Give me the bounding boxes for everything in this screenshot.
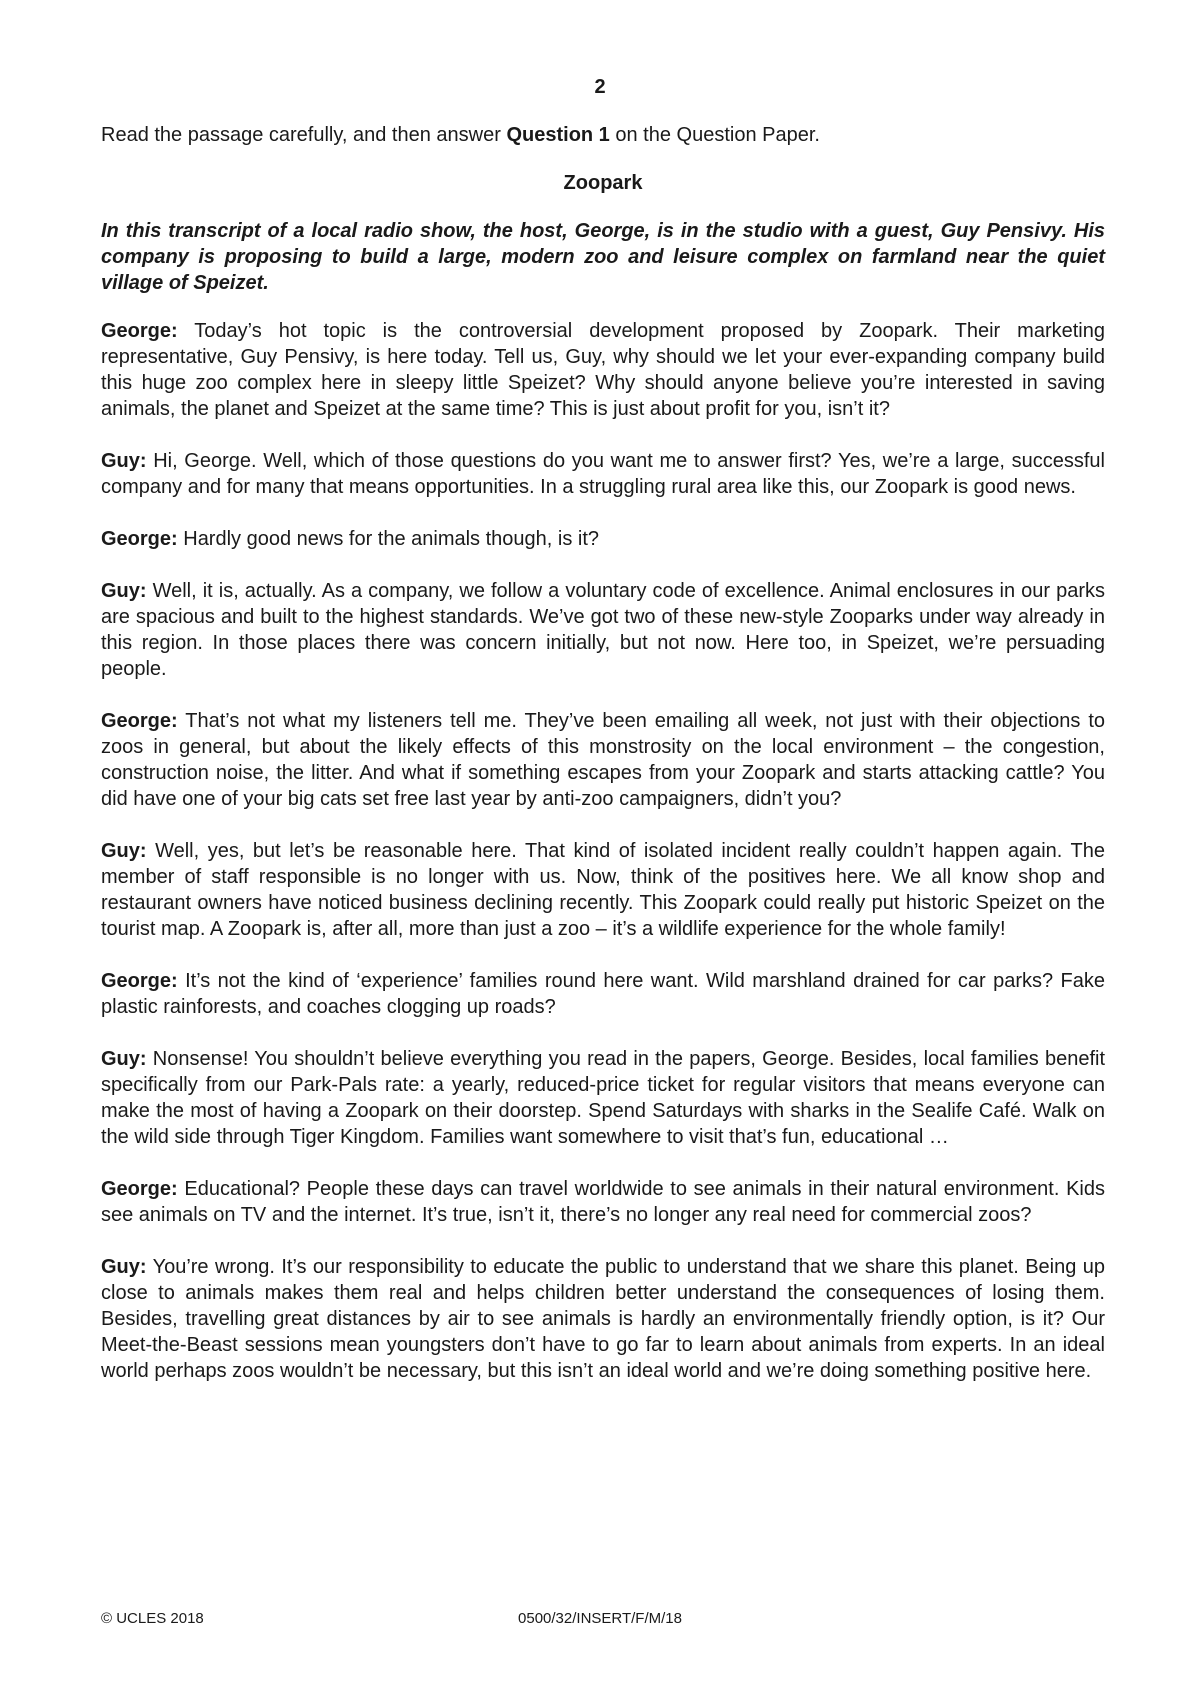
instruction-text: [101, 122, 1105, 148]
speaker-name: George:: [101, 710, 178, 732]
dialogue-turn: [101, 1254, 1105, 1384]
footer-copyright: © UCLES 2018: [101, 1610, 204, 1627]
speech-text: Hardly good news for the animals though, is it?: [177, 528, 600, 550]
speech-text: Well, it is, actually. As a company, we follow a voluntary code of excellence. Animal enclosures in our parks are spacious and built to the highest standards. We’ve got two of these new-style Zooparks under way already in this region. In those places there was concern initially, but not now. Here too, in Speizet, we’re persuading people.: [101, 580, 1105, 680]
speaker-name: Guy:: [101, 1048, 147, 1070]
passage-intro: In this transcript of a local radio show, the host, George, is in the studio with a guest, Guy Pensivy. His company is proposing to build a large, modern zoo and leisure complex on farmland near the quiet village of Speizet.: [101, 220, 1105, 294]
speaker-name: George:: [101, 970, 178, 992]
document-body: [101, 122, 1105, 1410]
speaker-name: George:: [101, 320, 178, 342]
dialogue-turn: [101, 838, 1105, 942]
speaker-name: Guy:: [101, 840, 147, 862]
dialogue-turn: [101, 708, 1105, 812]
speaker-name: George:: [101, 528, 178, 550]
speech-text: Educational? People these days can travel worldwide to see animals in their natural environment. Kids see animals on TV and the internet. It’s true, isn’t it, there’s no longer any real need for commercial zoos?: [101, 1178, 1105, 1226]
dialogue-turn: [101, 526, 1105, 552]
instruction-after: on the Question Paper.: [609, 124, 820, 146]
speech-text: Well, yes, but let’s be reasonable here. That kind of isolated incident really couldn’t happen again. The member of staff responsible is no longer with us. Now, think of the positives here. We all know shop and restaurant owners have noticed business declining recently. This Zoopark could really put historic Speizet on the tourist map. A Zoopark is, after all, more than just a zoo – it’s a wildlife experience for the whole family!: [101, 840, 1105, 940]
speaker-name: Guy:: [101, 580, 147, 602]
dialogue-turn: [101, 1176, 1105, 1228]
dialogue-turn: [101, 318, 1105, 422]
instruction-question-ref: Question 1: [506, 124, 610, 146]
speech-text: You’re wrong. It’s our responsibility to educate the public to understand that we share this planet. Being up close to animals makes them real and helps children better understand the consequences of losing them. Besides, travelling great distances by air to see animals is hardly an environmentally friendly option, is it? Our Meet-the-Beast sessions mean youngsters don’t have to go far to learn about animals from experts. In an ideal world perhaps zoos wouldn’t be necessary, but this isn’t an ideal world and we’re doing something positive here.: [101, 1256, 1105, 1382]
passage-title: Zoopark: [563, 172, 643, 194]
dialogue-turn: [101, 1046, 1105, 1150]
dialogue: [101, 318, 1105, 1384]
speech-text: Nonsense! You shouldn’t believe everything you read in the papers, George. Besides, local families benefit specifically from our Park-Pals rate: a yearly, reduced-price ticket for regular visitors that means everyone can make the most of having a Zoopark on their doorstep. Spend Saturdays with sharks in the Sealife Café. Walk on the wild side through Tiger Kingdom. Families want somewhere to visit that’s fun, educational …: [101, 1048, 1105, 1148]
speaker-name: George:: [101, 1178, 178, 1200]
speech-text: It’s not the kind of ‘experience’ families round here want. Wild marshland drained for car parks? Fake plastic rainforests, and coaches clogging up roads?: [101, 970, 1105, 1018]
speech-text: Hi, George. Well, which of those questions do you want me to answer first? Yes, we’re a large, successful company and for many that means opportunities. In a struggling rural area like this, our Zoopark is good news.: [101, 450, 1105, 498]
instruction-before: Read the passage carefully, and then answer: [101, 124, 507, 146]
dialogue-turn: [101, 968, 1105, 1020]
speech-text: Today’s hot topic is the controversial development proposed by Zoopark. Their marketing representative, Guy Pensivy, is here today. Tell us, Guy, why should we let your ever-expanding company build this huge zoo complex here in sleepy little Speizet? Why should anyone believe you’re interested in saving animals, the planet and Speizet at the same time? This is just about profit for you, isn’t it?: [101, 320, 1105, 420]
speaker-name: Guy:: [101, 450, 147, 472]
dialogue-turn: [101, 448, 1105, 500]
speaker-name: Guy:: [101, 1256, 147, 1278]
speech-text: That’s not what my listeners tell me. They’ve been emailing all week, not just with their objections to zoos in general, but about the likely effects of this monstrosity on the local environment – the congestion, construction noise, the litter. And what if something escapes from your Zoopark and starts attacking cattle? You did have one of your big cats set free last year by anti-zoo campaigners, didn’t you?: [101, 710, 1105, 810]
footer-document-code: 0500/32/INSERT/F/M/18: [518, 1610, 682, 1627]
page-number: 2: [594, 76, 606, 98]
dialogue-turn: [101, 578, 1105, 682]
